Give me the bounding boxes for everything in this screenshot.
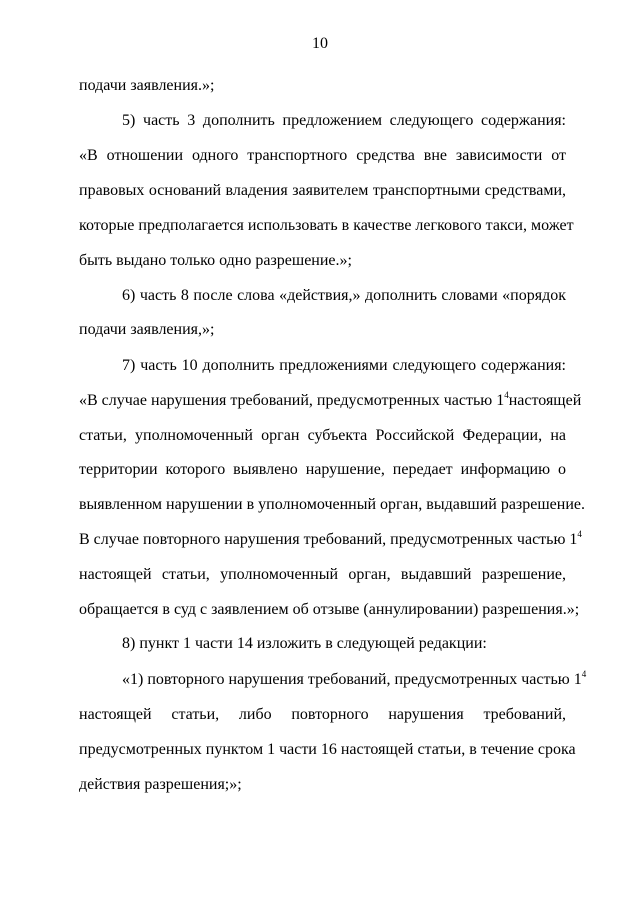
text-line: 8) пункт 1 части 14 изложить в следующей редакции: (122, 635, 487, 652)
text-segment: В случае повторного нарушения требований, предусмотренных частью 1 (79, 531, 578, 548)
text-line: действия разрешения;»; (79, 776, 242, 793)
text-line: статьи, уполномоченный орган субъекта Российской Федерации, на (79, 427, 566, 444)
text-line: территории которого выявлено нарушение, передает информацию о (79, 461, 566, 478)
page-number: 10 (312, 35, 328, 52)
text-segment: «1) повторного нарушения требований, предусмотренных частью 1 (122, 671, 582, 688)
text-line: 6) часть 8 после слова «действия,» дополнить словами «порядок (122, 287, 566, 304)
text-line: 7) часть 10 дополнить предложениями следующего содержания: (122, 357, 566, 374)
text-line: настоящей статьи, уполномоченный орган, выдавший разрешение, (79, 566, 566, 583)
text-line: правовых оснований владения заявителем транспортными средствами, (79, 182, 566, 199)
text-line (79, 530, 582, 550)
text-segment: «В случае нарушения требований, предусмотренных частью $1^4$ (79, 390, 509, 409)
text-line: «В отношении одного транспортного средства вне зависимости от (79, 147, 566, 164)
text-line: 5) часть 3 дополнить предложением следующего содержания: (122, 112, 566, 129)
superscript: 4 (504, 390, 509, 400)
text-line: быть выдано только одно разрешение.»; (79, 252, 352, 269)
superscript: 4 (577, 529, 582, 539)
text-line: выявленном нарушении в уполномоченный орган, выдавший разрешение. (79, 496, 585, 513)
text-line: подачи заявления,»; (79, 321, 215, 338)
text-line: подачи заявления.»; (79, 77, 215, 94)
superscript: 4 (581, 669, 587, 679)
text-line: предусмотренных пунктом 1 части 16 настоящей статьи, в течение срока (79, 741, 576, 758)
text-segment: настоящей (508, 392, 582, 409)
text-line: обращается в суд с заявлением об отзыве (аннулировании) разрешения.»; (79, 601, 580, 618)
text-line (122, 670, 586, 690)
text-line (79, 390, 582, 411)
text-line: которые предполагается использовать в качестве легкового такси, может (79, 217, 574, 234)
text-line: настоящей статьи, либо повторного нарушения требований, (79, 706, 566, 723)
